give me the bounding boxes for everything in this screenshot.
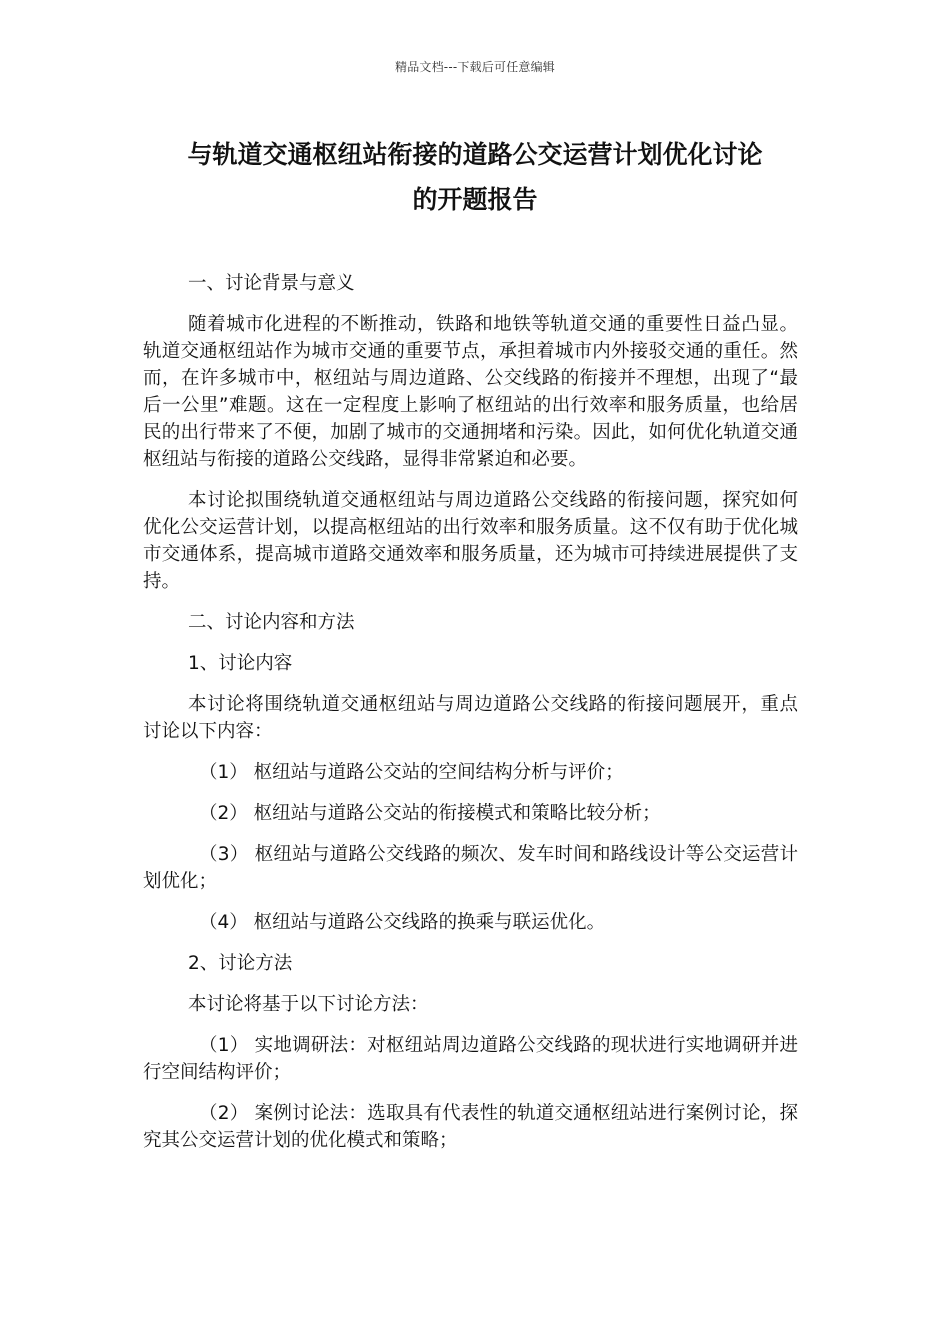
page-header-note: 精品文档---下载后可任意编辑 <box>395 60 555 74</box>
content-list-item: （3） 枢纽站与道路公交线路的频次、发车时间和路线设计等公交运营计划优化； <box>143 844 798 892</box>
subsection-heading-methods: 2、讨论方法 <box>188 953 293 974</box>
paragraph-methods-intro: 本讨论将基于以下讨论方法： <box>188 994 429 1015</box>
section-heading-background: 一、讨论背景与意义 <box>188 273 355 294</box>
content-list-item: （1） 枢纽站与道路公交站的空间结构分析与评价； <box>199 762 624 783</box>
section-heading-content-methods: 二、讨论内容和方法 <box>188 612 355 633</box>
document-title-line-1: 与轨道交通枢纽站衔接的道路公交运营计划优化讨论 <box>187 140 763 169</box>
paragraph-significance: 本讨论拟围绕轨道交通枢纽站与周边道路公交线路的衔接问题，探究如何优化公交运营计划，以提高枢纽站的出行效率和服务质量。这不仅有助于优化城市交通体系，提高城市道路交通效率和服务质量，还为城市可持续进展提供了支持。 <box>143 490 798 592</box>
paragraph-background: 随着城市化进程的不断推动，铁路和地铁等轨道交通的重要性日益凸显。轨道交通枢纽站作为城市交通的重要节点，承担着城市内外接驳交通的重任。然而，在许多城市中，枢纽站与周边道路、公交线路的衔接并不理想，出现了“最后一公里”难题。这在一定程度上影响了枢纽站的出行效率和服务质量，也给居民的出行带来了不便，加剧了城市的交通拥堵和污染。因此，如何优化轨道交通枢纽站与衔接的道路公交线路，显得非常紧迫和必要。 <box>143 314 798 470</box>
document-title-line-2: 的开题报告 <box>412 185 538 214</box>
document-title <box>130 132 820 222</box>
methods-list-item: （1） 实地调研法：对枢纽站周边道路公交线路的现状进行实地调研并进行空间结构评价； <box>143 1035 798 1083</box>
document-body <box>143 270 798 1168</box>
subsection-heading-content: 1、讨论内容 <box>188 653 293 674</box>
content-list-item: （4） 枢纽站与道路公交线路的换乘与联运优化。 <box>199 912 606 933</box>
methods-list-item: （2） 案例讨论法：选取具有代表性的轨道交通枢纽站进行案例讨论，探究其公交运营计划的优化模式和策略； <box>143 1103 798 1151</box>
content-list-item: （2） 枢纽站与道路公交站的衔接模式和策略比较分析； <box>199 803 661 824</box>
paragraph-content-intro: 本讨论将围绕轨道交通枢纽站与周边道路公交线路的衔接问题展开，重点讨论以下内容： <box>143 694 798 742</box>
